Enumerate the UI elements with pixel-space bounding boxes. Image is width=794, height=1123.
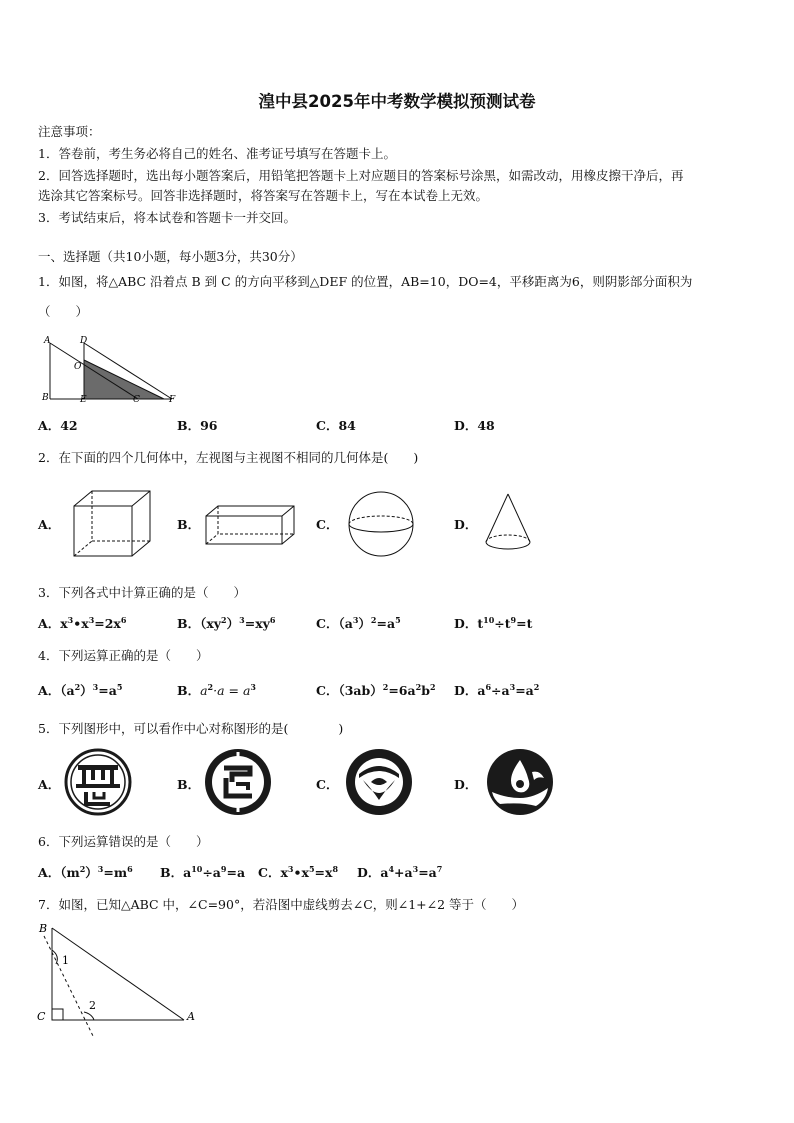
q4-option-c[interactable]: C．$(3ab)^2=6a^2b^2$ bbox=[316, 682, 436, 698]
q3-option-c[interactable]: C．$(a^3)^2=a^5$ bbox=[316, 615, 401, 631]
label-a: A bbox=[187, 1010, 195, 1023]
cuboid-icon bbox=[204, 504, 296, 546]
label-c: C bbox=[37, 1010, 46, 1023]
notice-line-1: 1．答卷前，考生务必将自己的姓名、准考证号填写在答题卡上。 bbox=[38, 146, 396, 161]
q2-option-a[interactable]: A． bbox=[38, 517, 61, 532]
q3-option-d[interactable]: D．$t^{10}\div t^9=t$ bbox=[454, 615, 533, 631]
label-d: D bbox=[80, 336, 88, 346]
section-heading: 一、选择题（共10小题，每小题3分，共30分） bbox=[38, 249, 303, 264]
question-7-figure bbox=[36, 920, 206, 1042]
q2-option-d[interactable]: D． bbox=[454, 517, 478, 532]
question-1-figure bbox=[40, 335, 185, 405]
label-e: E bbox=[80, 395, 87, 405]
emblem-a-icon bbox=[64, 748, 132, 816]
q1-option-c[interactable]: C．84 bbox=[316, 418, 356, 433]
q6-option-a[interactable]: A．$(m^2)^3=m^6$ bbox=[38, 864, 133, 880]
question-1-paren: （ ） bbox=[38, 304, 89, 319]
q1-option-a[interactable]: A．42 bbox=[38, 418, 78, 433]
q4-option-d[interactable]: D．$a^6\div a^3=a^2$ bbox=[454, 682, 540, 698]
notice-line-2b: 选涂其它答案标号。回答非选择题时，将答案写在答题卡上，写在本试卷上无效。 bbox=[38, 188, 489, 203]
q5-option-b[interactable]: B． bbox=[177, 777, 201, 792]
q3-option-a[interactable]: A．$x^3•x^3=2x^6$ bbox=[38, 615, 127, 631]
question-5-stem: 5．下列图形中，可以看作中心对称图形的是( ) bbox=[38, 721, 344, 736]
question-3-stem: 3．下列各式中计算正确的是（ ） bbox=[38, 585, 246, 600]
q6-option-d[interactable]: D．$a^4+a^3=a^7$ bbox=[357, 864, 443, 880]
notice-line-3: 3．考试结束后，将本试卷和答题卡一并交回。 bbox=[38, 210, 296, 225]
q1-option-d[interactable]: D．48 bbox=[454, 418, 495, 433]
emblem-d-icon bbox=[486, 748, 554, 816]
angle-2-label: 2 bbox=[89, 999, 96, 1012]
cone-icon bbox=[482, 492, 534, 554]
cube-icon bbox=[70, 488, 152, 560]
question-6-stem: 6．下列运算错误的是（ ） bbox=[38, 834, 209, 849]
question-1-stem: 1．如图，将△ABC 沿着点 B 到 C 的方向平移到△DEF 的位置，AB=10，DO=4，平移距离为6，则阴影部分面积为 bbox=[38, 274, 693, 289]
notice-heading: 注意事项： bbox=[38, 124, 101, 139]
emblem-c-icon bbox=[345, 748, 413, 816]
q4-option-b[interactable]: B．$a^2\cdot a = a^3$ bbox=[177, 682, 256, 698]
question-7-stem: 7．如图，已知△ABC 中，∠C=90°，若沿图中虚线剪去∠C，则∠1+∠2 等于（ ） bbox=[38, 897, 525, 912]
sphere-icon bbox=[346, 489, 416, 559]
q2-option-b[interactable]: B． bbox=[177, 517, 201, 532]
label-c: C bbox=[133, 395, 140, 405]
emblem-b-icon bbox=[204, 748, 272, 816]
label-f: F bbox=[169, 395, 176, 405]
label-a: A bbox=[44, 336, 51, 346]
q4-option-a[interactable]: A．$(a^2)^3=a^5$ bbox=[38, 682, 123, 698]
notice-line-2a: 2．回答选择题时，选出每小题答案后，用铅笔把答题卡上对应题目的答案标号涂黑，如需改动，用橡皮擦干净后，再 bbox=[38, 168, 684, 183]
q5-option-a[interactable]: A． bbox=[38, 777, 61, 792]
q5-option-d[interactable]: D． bbox=[454, 777, 478, 792]
q1-option-b[interactable]: B．96 bbox=[177, 418, 218, 433]
question-2-stem: 2．在下面的四个几何体中，左视图与主视图不相同的几何体是( ) bbox=[38, 450, 419, 465]
angle-1-label: 1 bbox=[62, 954, 69, 967]
q6-option-c[interactable]: C．$x^3•x^5=x^8$ bbox=[258, 864, 339, 880]
label-b: B bbox=[39, 922, 48, 935]
q2-option-c[interactable]: C． bbox=[316, 517, 339, 532]
label-b: B bbox=[42, 393, 49, 403]
label-o: O bbox=[74, 362, 82, 372]
page-title: 湟中县2025年中考数学模拟预测试卷 bbox=[258, 92, 536, 111]
q3-option-b[interactable]: B．$(xy^2)^3=xy^6$ bbox=[177, 615, 276, 631]
q5-option-c[interactable]: C． bbox=[316, 777, 339, 792]
q6-option-b[interactable]: B．$a^{10}\div a^9=a$ bbox=[160, 864, 246, 880]
question-4-stem: 4．下列运算正确的是（ ） bbox=[38, 648, 209, 663]
